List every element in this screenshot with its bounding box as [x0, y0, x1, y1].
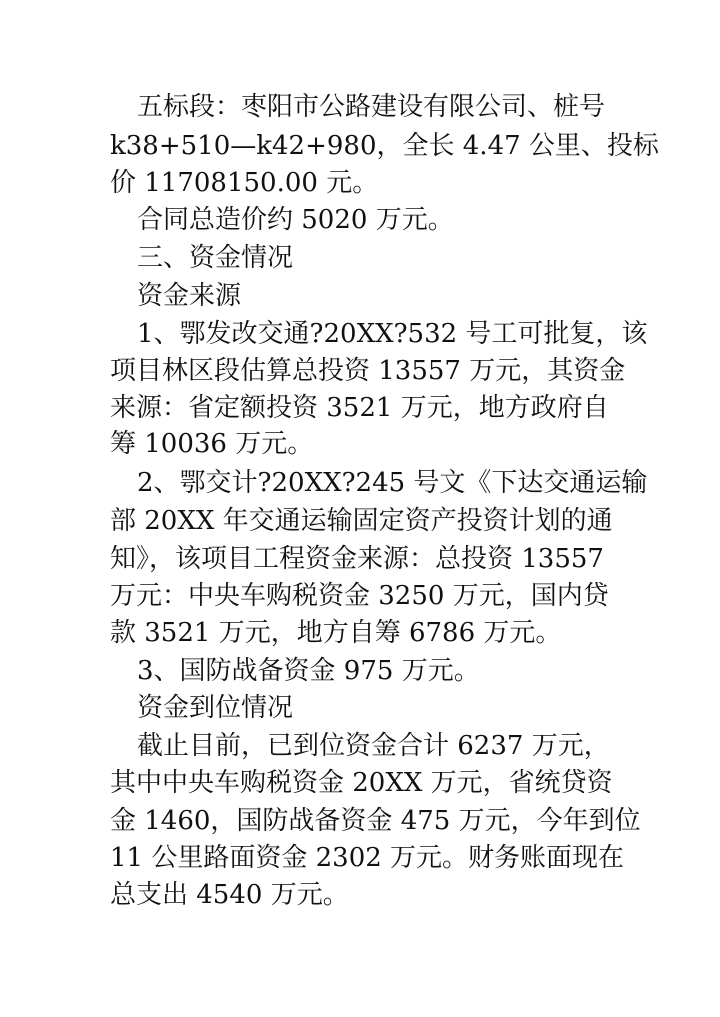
text-line-2: k38+510—k42+980，全长 4.47 公里、投标 [110, 131, 659, 161]
text-line-10: 筹 10036 万元。 [110, 429, 314, 459]
text-line-9: 来源：省定额投资 3521 万元，地方政府自 [110, 393, 609, 423]
text-line-4: 合同总造价约 5020 万元。 [137, 205, 454, 235]
text-line-19: 其中中央车购税资金 20XX 万元，省统贷资 [110, 768, 613, 798]
text-line-3: 价 11708150.00 元。 [110, 168, 379, 198]
text-line-18: 截止目前，已到位资金合计 6237 万元， [137, 731, 610, 761]
text-line-15: 款 3521 万元，地方自筹 6786 万元。 [110, 618, 562, 648]
text-line-16: 3、国防战备资金 975 万元。 [137, 656, 480, 686]
section-heading: 三、资金情况 [137, 243, 294, 273]
text-line-1: 五标段：枣阳市公路建设有限公司、桩号 [137, 92, 606, 122]
text-line-21: 11 公里路面资金 2302 万元。财务账面现在 [110, 843, 625, 873]
text-line-13: 知》，该项目工程资金来源：总投资 13557 [110, 544, 604, 574]
text-line-12: 部 20XX 年交通运输固定资产投资计划的通 [110, 506, 613, 536]
text-line-22: 总支出 4540 万元。 [110, 880, 349, 910]
text-line-20: 金 1460，国防战备资金 475 万元，今年到位 [110, 806, 641, 836]
text-line-8: 项目林区段估算总投资 13557 万元，其资金 [110, 356, 626, 386]
text-line-11: 2、鄂交计?20XX?245 号文《下达交通运输 [137, 468, 648, 498]
text-line-14: 万元：中央车购税资金 3250 万元，国内贷 [110, 581, 609, 611]
subheading-funding-status: 资金到位情况 [137, 693, 294, 723]
subheading-funding-source: 资金来源 [137, 281, 242, 311]
text-line-7: 1、鄂发改交通?20XX?532 号工可批复，该 [137, 319, 648, 349]
